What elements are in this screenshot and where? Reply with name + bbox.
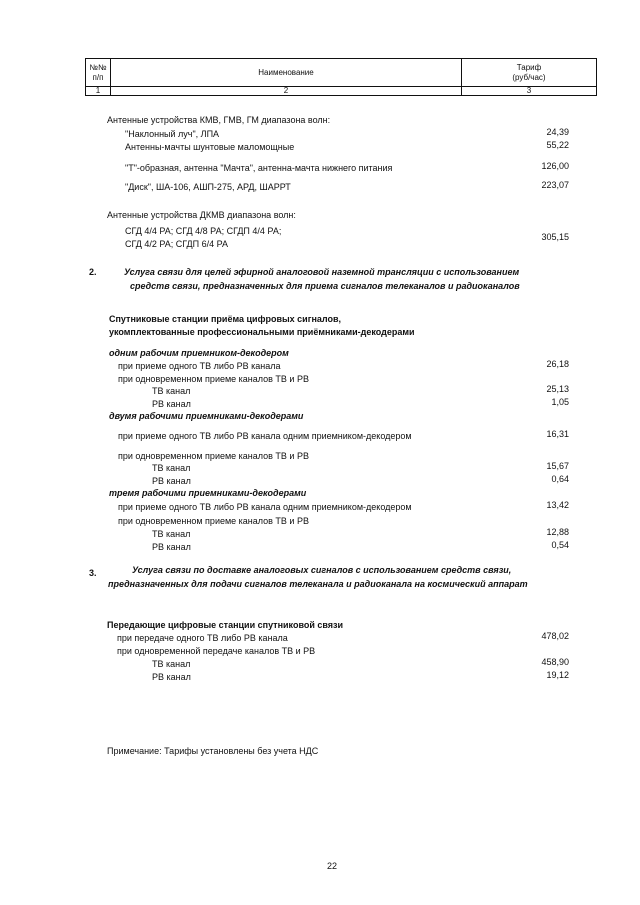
s3-tv-value: 458,90: [541, 657, 569, 667]
s3-single-label: при передаче одного ТВ либо РВ канала: [117, 633, 288, 643]
s2-one-simul-label: при одновременном приеме каналов ТВ и РВ: [118, 374, 309, 384]
s2-three-simul-label: при одновременном приеме каналов ТВ и РВ: [118, 516, 309, 526]
s2-one-single-value: 26,18: [546, 359, 569, 369]
s2-one-single-label: при приеме одного ТВ либо РВ канала: [118, 361, 281, 371]
section1-heading: Антенные устройства КМВ, ГМВ, ГМ диапазона волн:: [107, 115, 331, 125]
s2-two-tv-label: ТВ канал: [152, 463, 191, 473]
col-tariff-header-line1: Тариф: [516, 63, 542, 73]
s2-two-tv-value: 15,67: [546, 461, 569, 471]
s2-two-receivers-heading: двумя рабочими приемниками-декодерами: [109, 411, 304, 421]
s2-one-receiver-heading: одним рабочим приемником-декодером: [109, 348, 289, 358]
s2-one-rv-value: 1,05: [551, 397, 569, 407]
s1-item3-label: "Т"-образная, антенна "Мачта", антенна-мачта нижнего питания: [125, 163, 393, 173]
col-number-header-line1: №№: [89, 63, 107, 73]
s2-two-simul-label: при одновременном приеме каналов ТВ и РВ: [118, 451, 309, 461]
s1-item1-value: 24,39: [546, 127, 569, 137]
s2-two-single-label: при приеме одного ТВ либо РВ канала одним приемником-декодером: [118, 431, 412, 441]
section2-title-line1: Услуга связи для целей эфирной аналоговой наземной трансляции с использованием: [124, 267, 520, 277]
s2-subheading-line2: укомплектованные профессиональными приёмниками-декодерами: [109, 327, 415, 337]
s1-item1-label: "Наклонный луч", ЛПА: [125, 129, 220, 139]
s3-simul-label: при одновременной передаче каналов ТВ и РВ: [117, 646, 316, 656]
s2-three-rv-label: РВ канал: [152, 542, 191, 552]
col-number-header: [86, 59, 111, 87]
s2-subheading-line1: Спутниковые станции приёма цифровых сигналов,: [109, 314, 342, 324]
s3-single-value: 478,02: [541, 631, 569, 641]
s3-subheading: Передающие цифровые станции спутниковой связи: [107, 620, 344, 630]
col-tariff-index: 3: [462, 87, 597, 96]
s2-three-single-value: 13,42: [546, 500, 569, 510]
s2-one-tv-value: 25,13: [546, 384, 569, 394]
section2-number: 2.: [89, 267, 97, 277]
s2-three-receivers-heading: тремя рабочими приемниками-декодерами: [109, 488, 307, 498]
s2-three-tv-label: ТВ канал: [152, 529, 191, 539]
section3-title-line2: предназначенных для подачи сигналов телеканала и радиоканала на космический аппарат: [108, 579, 528, 589]
s1-item4-label: "Диск", ША-106, АШП-275, АРД, ШАРРТ: [125, 182, 291, 192]
s3-rv-value: 19,12: [546, 670, 569, 680]
s3-rv-label: РВ канал: [152, 672, 191, 682]
section3-number: 3.: [89, 568, 97, 578]
col-tariff-header: [462, 59, 597, 87]
s2-three-rv-value: 0,54: [551, 540, 569, 550]
s1-dkmv-line2: СГД 4/2 РА; СГДП 6/4 РА: [125, 239, 229, 249]
s2-two-rv-label: РВ канал: [152, 476, 191, 486]
page-number: 22: [327, 861, 338, 871]
s2-two-single-value: 16,31: [546, 429, 569, 439]
s2-three-single-label: при приеме одного ТВ либо РВ канала одним приемником-декодером: [118, 502, 412, 512]
s2-one-tv-label: ТВ канал: [152, 386, 191, 396]
col-number-index: 1: [86, 87, 111, 96]
section3-title-line1: Услуга связи по доставке аналоговых сигналов с использованием средств связи,: [132, 565, 512, 575]
s1-item2-label: Антенны-мачты шунтовые маломощные: [125, 142, 295, 152]
header-table: [85, 58, 597, 96]
s1-item4-value: 223,07: [541, 180, 569, 190]
col-name-index: 2: [111, 87, 462, 96]
note-text: Примечание: Тарифы установлены без учета НДС: [107, 746, 319, 756]
s3-tv-label: ТВ канал: [152, 659, 191, 669]
col-number-header-line2: п/п: [92, 72, 104, 82]
s1-dkmv-value: 305,15: [541, 232, 569, 242]
section2-title-line2: средств связи, предназначенных для приема сигналов телеканалов и радиоканалов: [130, 281, 520, 291]
col-tariff-header-line2: (руб/час): [512, 72, 546, 82]
section1-heading2: Антенные устройства ДКМВ диапазона волн:: [107, 210, 296, 220]
col-name-header: Наименование: [111, 59, 462, 87]
s2-one-rv-label: РВ канал: [152, 399, 191, 409]
s2-three-tv-value: 12,88: [546, 527, 569, 537]
s1-item3-value: 126,00: [541, 161, 569, 171]
s1-item2-value: 55,22: [546, 140, 569, 150]
s2-two-rv-value: 0,64: [551, 474, 569, 484]
s1-dkmv-line1: СГД 4/4 РА; СГД 4/8 РА; СГДП 4/4 РА;: [125, 226, 282, 236]
